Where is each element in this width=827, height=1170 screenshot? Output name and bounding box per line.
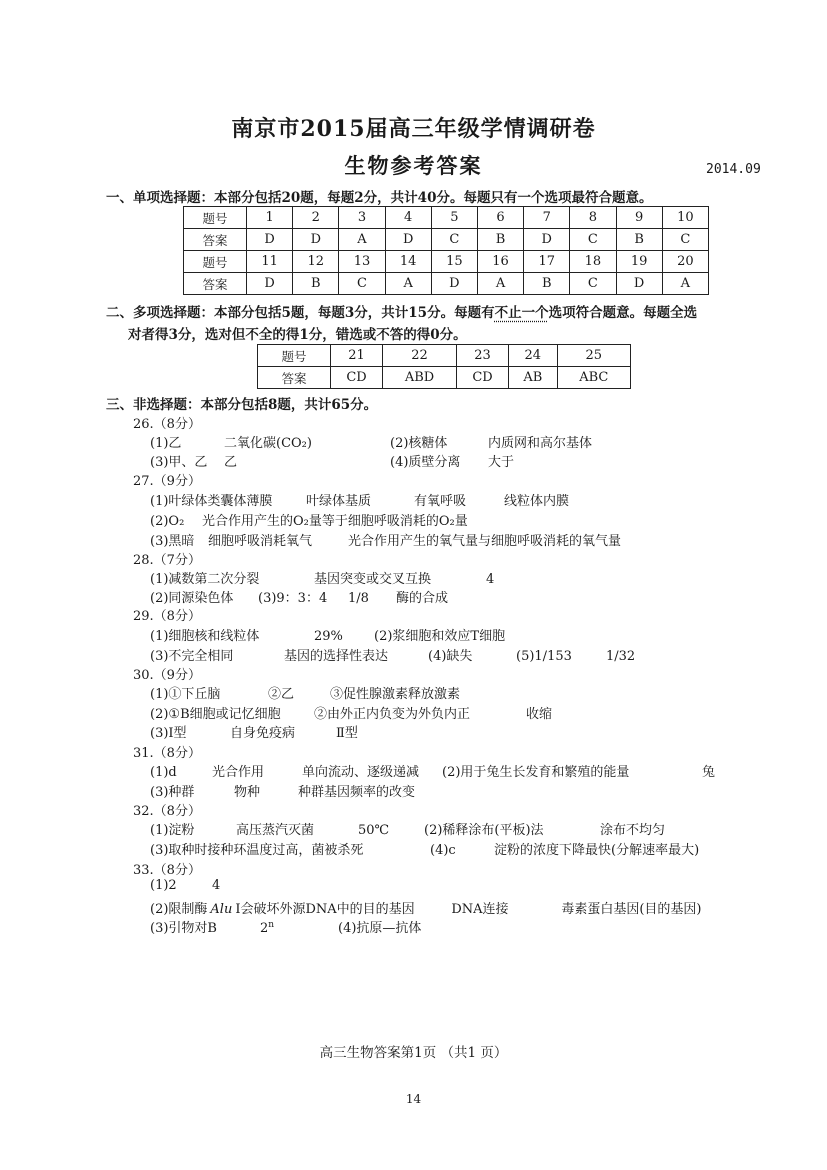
answer-text: (1)细胞核和线粒体: [150, 629, 260, 644]
exponent: n: [268, 919, 275, 930]
answer-text: ②乙: [268, 687, 295, 702]
answer-cell: 19: [616, 251, 662, 273]
question-32-header: 32.（8分）: [133, 804, 201, 819]
answer-text: 50℃: [358, 823, 390, 838]
answer-cell: 9: [616, 207, 662, 229]
answer-text: (2)浆细胞和效应T细胞: [374, 629, 506, 644]
answer-cell: A: [662, 273, 708, 295]
answer-cell: D: [247, 273, 293, 295]
question-33-header: 33.（8分）: [133, 863, 201, 878]
enzyme-name: Alu: [210, 902, 233, 917]
answer-text: (3)甲、乙: [150, 455, 208, 470]
page-title: 南京市2015届高三年级学情调研卷: [231, 116, 596, 142]
row-label-cell: 题号: [184, 207, 247, 229]
answer-cell: 12: [293, 251, 339, 273]
answer-text: 内质网和高尔基体: [488, 436, 593, 451]
table-row: [258, 367, 631, 389]
question-32-line-2: [150, 839, 699, 858]
answer-text: 1/32: [606, 649, 636, 664]
section2-heading-continued: 对者得3分，选对但不全的得1分，错选或不答的得0分。: [128, 327, 467, 343]
answer-text: (3)引物对B: [150, 921, 217, 936]
section2-heading-emphasis: 不止一个: [494, 305, 549, 321]
answer-cell: C: [570, 229, 616, 251]
answer-text: (3)种群: [150, 785, 195, 800]
answer-text: (4)c: [430, 843, 456, 858]
answer-text: (1)减数第二次分裂: [150, 572, 260, 587]
answer-text: (3)取种时接种环温度过高，菌被杀死: [150, 843, 364, 858]
answer-cell: 1: [247, 207, 293, 229]
answer-text: (4)抗原—抗体: [338, 921, 422, 936]
answer-cell: D: [431, 273, 477, 295]
question-29-line-1: [150, 625, 505, 644]
multiple-choice-answer-table: [257, 344, 631, 389]
question-29-line-2: [150, 645, 635, 664]
question-30-line-3: [150, 722, 358, 741]
answer-text: 高压蒸汽灭菌: [236, 823, 315, 838]
answer-text: (3)不完全相同: [150, 649, 234, 664]
answer-text: (4)缺失: [428, 649, 473, 664]
answer-text: 乙: [224, 455, 238, 470]
row-label-cell: 题号: [184, 251, 247, 273]
answer-text: 基因的选择性表达: [284, 649, 389, 664]
answer-text: 叶绿体基质: [306, 494, 372, 509]
answer-text: 毒素蛋白基因(目的基因): [561, 902, 702, 917]
question-33-line-1: [150, 878, 220, 893]
answer-cell: 8: [570, 207, 616, 229]
row-label-cell: 答案: [184, 273, 247, 295]
answer-cell: 3: [339, 207, 385, 229]
answer-text: (3)Ⅰ型: [150, 726, 187, 741]
question-27-header: 27.（9分）: [133, 474, 201, 489]
answer-text: (2)用于兔生长发育和繁殖的能量: [442, 765, 630, 780]
answer-text: 细胞呼吸消耗氧气: [208, 534, 313, 549]
question-30-header: 30.（9分）: [133, 668, 201, 683]
answer-text: Ⅰ会破坏外源DNA中的目的基因: [235, 902, 415, 917]
section3-heading: 三、非选择题：本部分包括8题，共计65分。: [106, 397, 378, 413]
answer-text: (2)核糖体: [390, 436, 448, 451]
answer-cell: 25: [557, 345, 630, 367]
answer-text: 29%: [314, 629, 343, 644]
question-29-header: 29.（8分）: [133, 609, 201, 624]
answer-cell: 24: [509, 345, 558, 367]
answer-text: 1/8: [348, 591, 369, 606]
answer-text: (1)d: [150, 765, 177, 780]
answer-text: [260, 920, 338, 936]
answer-text: (2)同源染色体: [150, 591, 234, 606]
question-26-line-2: [150, 451, 514, 470]
answer-cell: 20: [662, 251, 708, 273]
answer-cell: D: [524, 229, 570, 251]
page-footer: 高三生物答案第1页 （共1 页）: [319, 1045, 508, 1061]
answer-text: (1)乙: [150, 436, 182, 451]
table-row: [184, 251, 709, 273]
answer-text: 二氧化碳(CO₂): [224, 436, 312, 451]
answer-text: 光合作用产生的O₂量等于细胞呼吸消耗的O₂量: [202, 514, 468, 529]
answer-text: 自身免疫病: [230, 726, 296, 741]
answer-text: (5)1/153: [516, 649, 572, 664]
answer-text: (2)O₂: [150, 514, 185, 529]
answer-cell: 2: [293, 207, 339, 229]
answer-cell: B: [616, 229, 662, 251]
answer-text: 兔: [702, 765, 716, 780]
answer-cell: 4: [385, 207, 431, 229]
answer-cell: AB: [509, 367, 558, 389]
answer-cell: 22: [383, 345, 457, 367]
answer-cell: B: [524, 273, 570, 295]
table-row: [258, 345, 631, 367]
answer-cell: 14: [385, 251, 431, 273]
question-31-line-1: [150, 761, 715, 780]
question-27-line-3: [150, 530, 621, 549]
answer-text: 基因突变或交叉互换: [314, 572, 432, 587]
answer-cell: CD: [456, 367, 508, 389]
answer-cell: 5: [431, 207, 477, 229]
answer-cell: C: [431, 229, 477, 251]
answer-text: 4: [212, 878, 221, 893]
page-number: 14: [405, 1092, 422, 1106]
question-26-line-1: [150, 432, 592, 451]
answer-cell: 23: [456, 345, 508, 367]
table-row: [184, 229, 709, 251]
question-33-line-3: [150, 917, 421, 936]
question-28-line-1: [150, 568, 494, 587]
answer-cell: 15: [431, 251, 477, 273]
answer-cell: A: [339, 229, 385, 251]
single-choice-answer-table: [183, 206, 709, 295]
question-28-header: 28.（7分）: [133, 553, 201, 568]
question-27-line-1: [150, 490, 569, 509]
answer-text: 淀粉的浓度下降最快(分解速率最大): [494, 843, 700, 858]
answer-cell: 10: [662, 207, 708, 229]
answer-text: 单向流动、逐级递减: [302, 765, 420, 780]
table-row: [184, 207, 709, 229]
answer-text: (3)黑暗: [150, 534, 195, 549]
question-31-header: 31.（8分）: [133, 746, 201, 761]
question-31-line-2: [150, 781, 415, 800]
table-row: [184, 273, 709, 295]
answer-cell: D: [293, 229, 339, 251]
question-27-line-2: [150, 510, 468, 529]
answer-cell: B: [293, 273, 339, 295]
section2-heading-part-a: 二、多项选择题：本部分包括5题，每题3分，共计15分。每题有: [106, 305, 495, 321]
answer-text: (1)①下丘脑: [150, 687, 221, 702]
answer-cell: 13: [339, 251, 385, 273]
section1-heading: 一、单项选择题：本部分包括20题，每题2分，共计40分。每题只有一个选项最符合题意。: [106, 190, 653, 206]
answer-cell: C: [570, 273, 616, 295]
answer-text: 种群基因频率的改变: [298, 785, 416, 800]
answer-text: Ⅱ型: [336, 726, 358, 741]
question-28-line-2: [150, 587, 448, 606]
answer-text: 涂布不均匀: [600, 823, 666, 838]
date-label: 2014.09: [706, 162, 761, 177]
answer-text: 线粒体内膜: [504, 494, 570, 509]
row-label-cell: 答案: [184, 229, 247, 251]
answer-cell: 11: [247, 251, 293, 273]
section2-heading-part-b: 选项符合题意。每题全选: [548, 305, 698, 321]
question-30-line-1: [150, 683, 460, 702]
answer-text: 有氧呼吸: [414, 494, 467, 509]
section2-heading: [106, 301, 697, 321]
question-26-header: 26.（8分）: [133, 417, 201, 432]
answer-text: DNA连接: [451, 902, 509, 917]
answer-cell: 21: [331, 345, 383, 367]
answer-text: (3)9：3：4: [258, 591, 328, 606]
answer-text: 物种: [234, 785, 261, 800]
answer-cell: C: [662, 229, 708, 251]
answer-cell: D: [385, 229, 431, 251]
answer-text: 光合作用产生的氧气量与细胞呼吸消耗的氧气量: [348, 534, 622, 549]
answer-cell: CD: [331, 367, 383, 389]
answer-text: (1)叶绿体类囊体薄膜: [150, 494, 273, 509]
answer-text: (1)2: [150, 878, 177, 893]
answer-text: (1)淀粉: [150, 823, 195, 838]
answer-cell: D: [616, 273, 662, 295]
answer-text: 收缩: [526, 707, 553, 722]
answer-text: 光合作用: [212, 765, 265, 780]
answer-text: (2)限制酶: [150, 902, 208, 917]
answer-cell: 18: [570, 251, 616, 273]
page-subtitle: 生物参考答案: [344, 153, 483, 178]
answer-cell: 6: [477, 207, 523, 229]
answer-cell: B: [477, 229, 523, 251]
row-label-cell: 答案: [258, 367, 331, 389]
question-33-line-2: [150, 898, 702, 917]
answer-cell: 7: [524, 207, 570, 229]
answer-text: (2)稀释涂布(平板)法: [424, 823, 544, 838]
answer-text: 酶的合成: [396, 591, 449, 606]
answer-cell: ABD: [383, 367, 457, 389]
answer-text: ③促性腺激素释放激素: [330, 687, 461, 702]
question-30-line-2: [150, 703, 552, 722]
answer-text: 2: [260, 921, 269, 936]
answer-cell: A: [477, 273, 523, 295]
answer-text: (4)质壁分离: [390, 455, 461, 470]
answer-cell: D: [247, 229, 293, 251]
answer-cell: C: [339, 273, 385, 295]
answer-cell: A: [385, 273, 431, 295]
answer-text: 4: [486, 572, 495, 587]
answer-cell: ABC: [557, 367, 630, 389]
answer-text: 大于: [488, 455, 515, 470]
answer-text: ②由外正内负变为外负内正: [314, 707, 471, 722]
question-32-line-1: [150, 819, 665, 838]
row-label-cell: 题号: [258, 345, 331, 367]
answer-cell: 17: [524, 251, 570, 273]
answer-text: (2)①B细胞或记忆细胞: [150, 707, 281, 722]
answer-cell: 16: [477, 251, 523, 273]
